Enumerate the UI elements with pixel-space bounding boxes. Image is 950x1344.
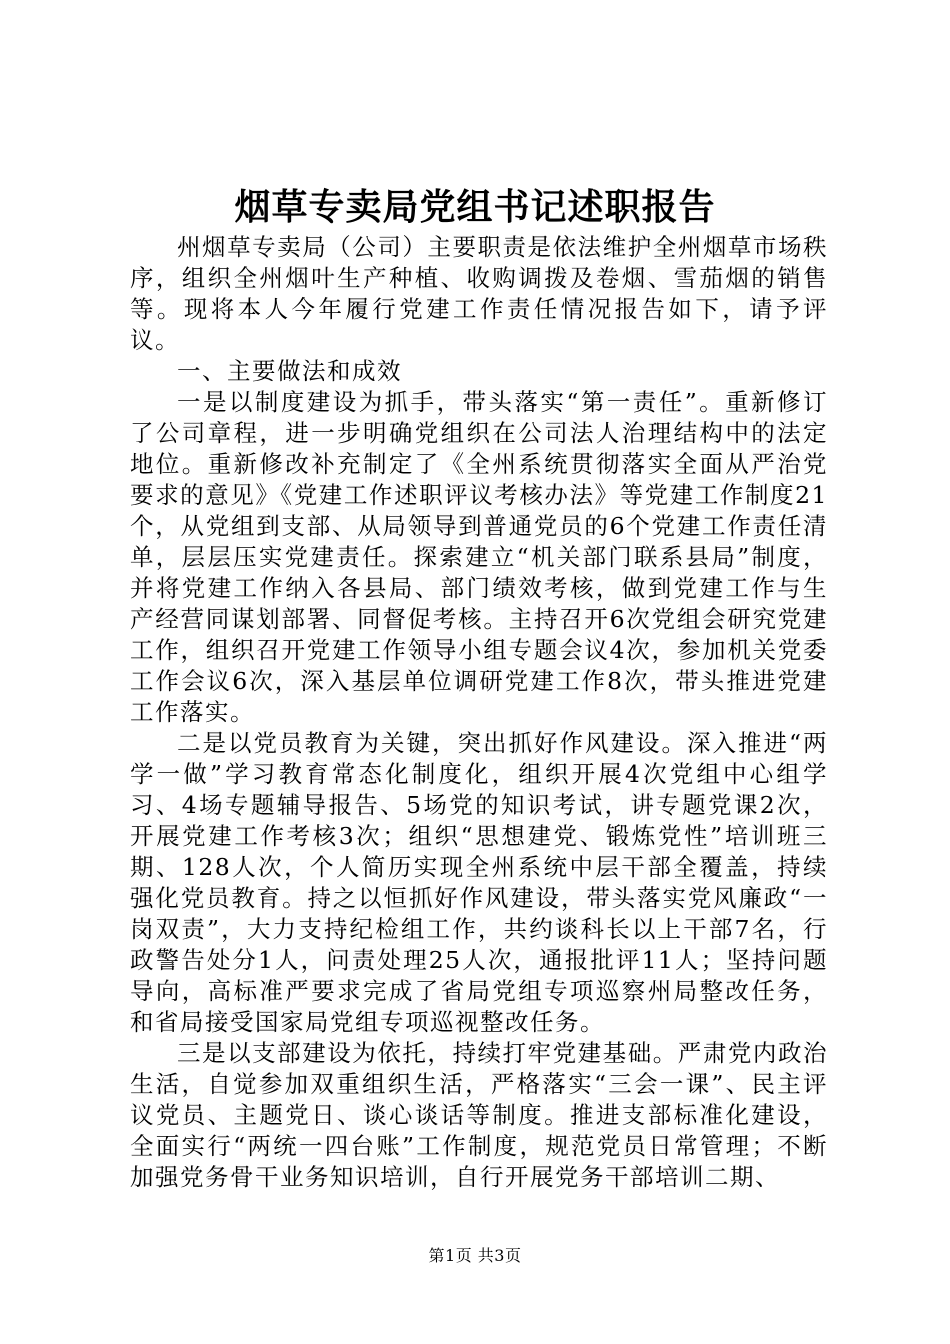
body-paragraph-3: 三是以支部建设为依托，持续打牢党建基础。严肃党内政治生活，自觉参加双重组织生活，严格落实“三会一课”、民主评议党员、主题党日、谈心谈话等制度。推进支部标准化建设，全面实行“两统一四台账”工作制度，规范党员日常管理；不断加强党务骨干业务知识培训，自行开展党务干部培训二期、 bbox=[130, 1039, 828, 1191]
page-footer: 第1页 共3页 bbox=[428, 1246, 522, 1265]
body-paragraph-2: 二是以党员教育为关键，突出抓好作风建设。深入推进“两学一做”学习教育常态化制度化，组织开展4次党组中心组学习、4场专题辅导报告、5场党的知识考试，讲专题党课2次，开展党建工作考核3次；组织“思想建党、锻炼党性”培训班三期、128人次，个人简历实现全州系统中层干部全覆盖，持续强化党员教育。持之以恒抓好作风建设，带头落实党风廉政“一岗双责”，大力支持纪检组工作，共约谈科长以上干部7名，行政警告处分1人，问责处理25人次，通报批评11人；坚持问题导向，高标准严要求完成了省局党组专项巡察州局整改任务，和省局接受国家局党组专项巡视整改任务。 bbox=[130, 729, 828, 1036]
body-paragraph-1: 一是以制度建设为抓手，带头落实“第一责任”。重新修订了公司章程，进一步明确党组织在公司法人治理结构中的法定地位。重新修改补充制定了《全州系统贯彻落实全面从严治党要求的意见》《党建工作述职评议考核办法》等党建工作制度21个，从党组到支部、从局领导到普通党员的6个党建工作责任清单，层层压实党建责任。探索建立“机关部门联系县局”制度，并将党建工作纳入各县局、部门绩效考核，做到党建工作与生产经营同谋划部署、同督促考核。主持召开6次党组会研究党建工作，组织召开党建工作领导小组专题会议4次，参加机关党委工作会议6次，深入基层单位调研党建工作8次，带头推进党建工作落实。 bbox=[130, 388, 828, 726]
intro-paragraph: 州烟草专卖局（公司）主要职责是依法维护全州烟草市场秩序，组织全州烟叶生产种植、收购调拨及卷烟、雪茄烟的销售等。现将本人今年履行党建工作责任情况报告如下，请予评议。 bbox=[130, 233, 828, 354]
document-title: 烟草专卖局党组书记述职报告 bbox=[234, 186, 716, 228]
section-heading: 一、主要做法和成效 bbox=[177, 357, 402, 385]
document-body bbox=[130, 232, 828, 1193]
